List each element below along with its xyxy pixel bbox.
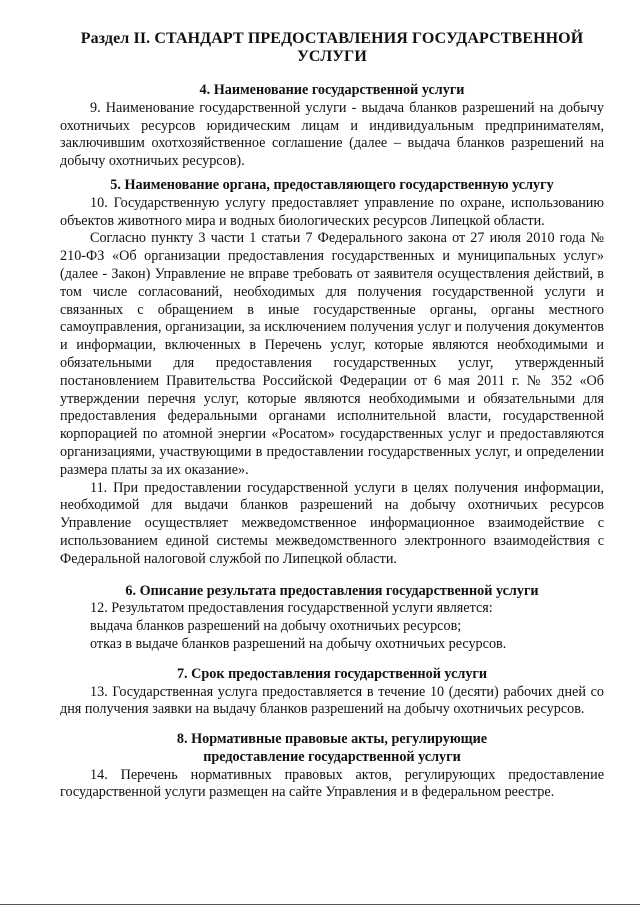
paragraph-10: 10. Государственную услугу предоставляет управление по охране, использованию объектов животного мира и водных биологических ресурсов Липецкой области.: [60, 194, 604, 229]
heading-8-line-2: предоставление государственной услуги: [203, 748, 461, 765]
heading-4: 4. Наименование государственной услуги: [199, 82, 465, 98]
paragraph-9: 9. Наименование государственной услуги - выдача бланков разрешений на добычу охотничьих ресурсов юридическим лицам и индивидуальным предпринимателям, заключившим охотхозяйственное соглашение (далее – выдача бланков разрешений на добычу охотничьих ресурсов).: [60, 99, 604, 170]
paragraph-14: 14. Перечень нормативных правовых актов, регулирующих предоставление государственной услуги размещен на сайте Управления и в федеральном реестре.: [60, 766, 604, 801]
paragraph-12: 12. Результатом предоставления государственной услуги является:: [90, 600, 493, 617]
heading-7: 7. Срок предоставления государственной услуги: [176, 665, 488, 682]
paragraph-11: 11. При предоставлении государственной услуги в целях получения информации, необходимой для выдачи бланков разрешений на добычу охотничьих ресурсов Управление осуществляет межведомственное информационное взаимодействие с использованием единой системы межведомственного электронного взаимодействия с Федеральной налоговой службой по Липецкой области.: [60, 479, 604, 567]
paragraph-law-reference: Согласно пункту 3 части 1 статьи 7 Федерального закона от 27 июля 2010 года № 210-ФЗ «Об организации предоставления государственных и муниципальных услуг» (далее - Закон) Управление не вправе требовать от заявителя осуществления действий, в том числе согласований, необходимых для получения государственной услуги и связанных с обращением в иные государственные органы, органы местного самоуправления, организации, за исключением получения услуг и получения документов и информации, включенных в Перечень услуг, которые являются необходимыми и обязательными для предоставления государственных услуг, утвержденный постановлением Правительства Российской Федерации от 6 мая 2011 г. № 352 «Об утверждении перечня услуг, которые являются необходимыми и обязательными для предоставления федеральными органами исполнительной власти, государственной корпорацией по атомной энергии «Росатом» государственных услуг и предоставляются организациями, участвующими в предоставлении государственных услуг, и определении размера платы за их оказание».: [60, 230, 604, 478]
heading-8-line-1: 8. Нормативные правовые акты, регулирующие: [176, 731, 488, 748]
heading-5: 5. Наименование органа, предоставляющего государственную услугу: [110, 176, 554, 193]
section-title: Раздел II. СТАНДАРТ ПРЕДОСТАВЛЕНИЯ ГОСУДАРСТВЕННОЙ УСЛУГИ: [80, 30, 584, 65]
result-item-refusal: отказ в выдаче бланков разрешений на добычу охотничьих ресурсов.: [90, 635, 507, 652]
result-item-issue: выдача бланков разрешений на добычу охотничьих ресурсов;: [90, 618, 462, 635]
paragraph-13: 13. Государственная услуга предоставляется в течение 10 (десяти) рабочих дней со дня получения заявки на выдачу бланков разрешений на добычу охотничьих ресурсов.: [60, 683, 604, 718]
heading-6: 6. Описание результата предоставления государственной услуги: [125, 582, 539, 599]
